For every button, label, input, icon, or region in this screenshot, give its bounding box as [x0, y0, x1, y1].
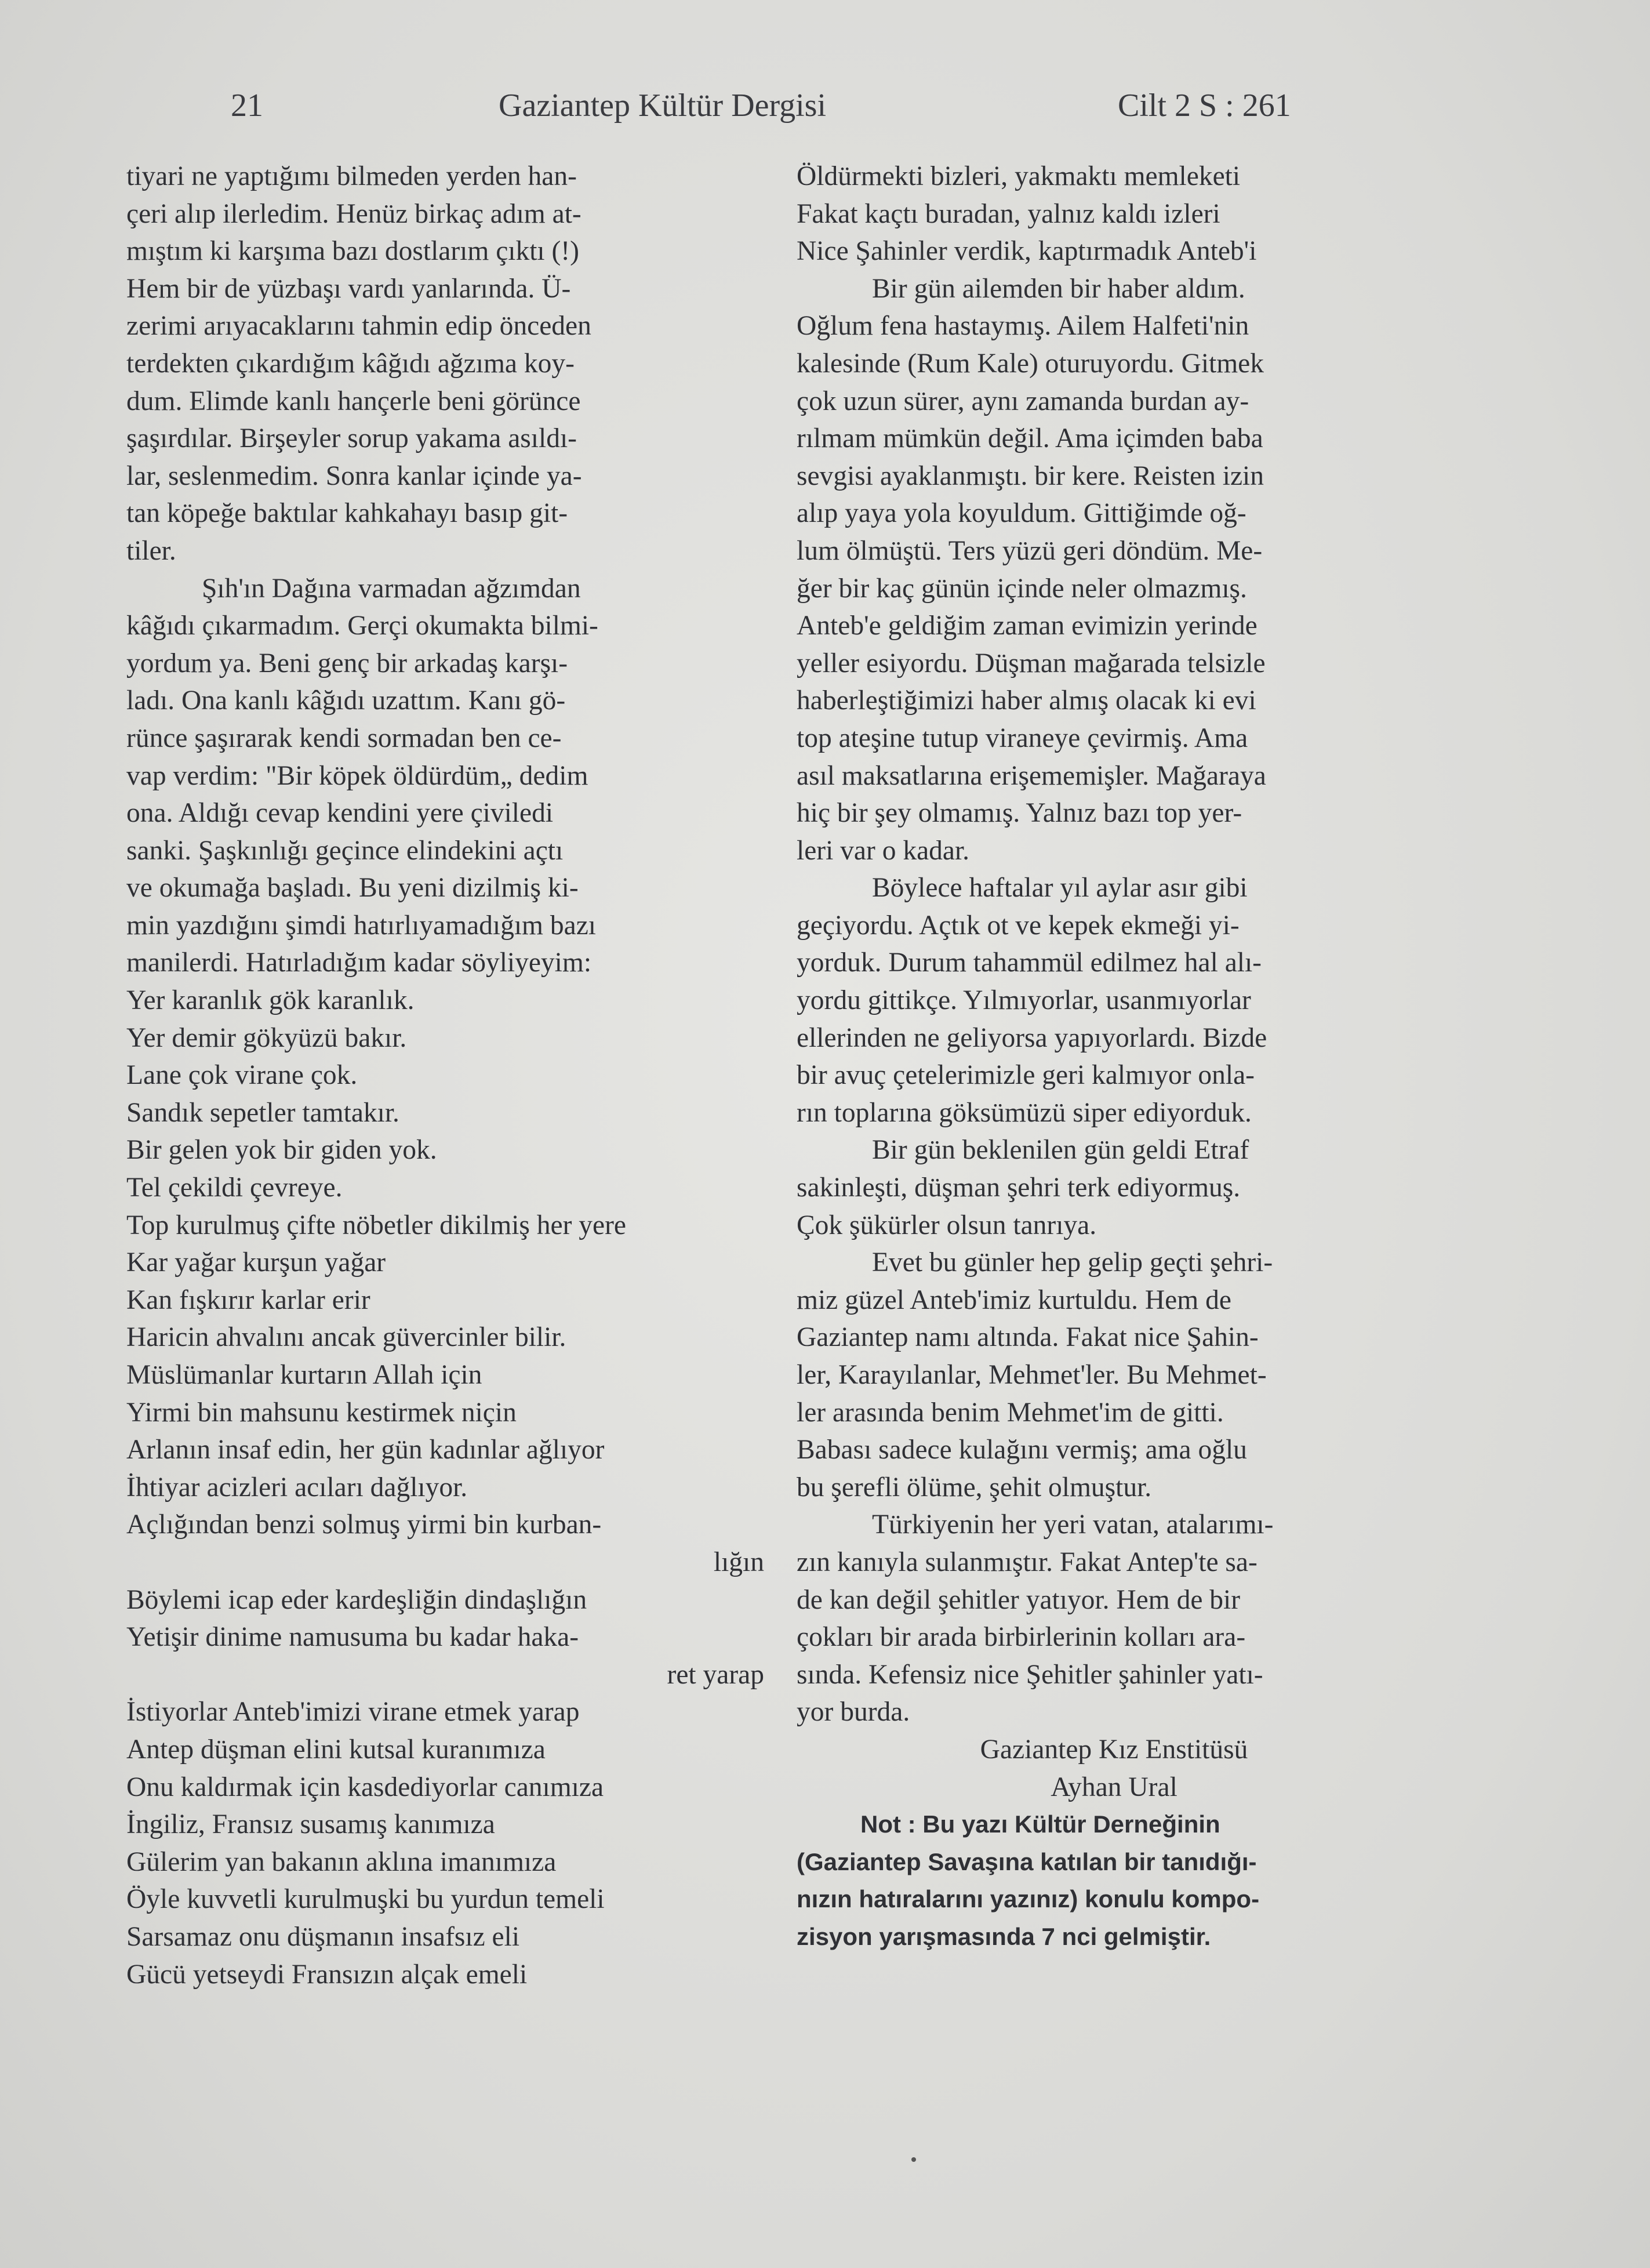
text-line: geçiyordu. Açtık ot ve kepek ekmeği yi- [797, 910, 1240, 941]
poem-line: Kar yağar kurşun yağar [126, 1247, 386, 1278]
text-line: kalesinde (Rum Kale) oturuyordu. Gitmek [797, 348, 1264, 379]
text-line: ler arasında benim Mehmet'im de gitti. [797, 1397, 1224, 1428]
poem-line-continuation: lığın [713, 1547, 764, 1577]
text-line: Evet bu günler hep gelip geçti şehri- [872, 1247, 1273, 1278]
text-line: min yazdığını şimdi hatırlıyamadığım bazı [126, 910, 596, 941]
print-speck [911, 2157, 916, 2162]
poem-line: Onu kaldırmak için kasdediyorlar canımıza [126, 1772, 604, 1802]
text-line: Böylece haftalar yıl aylar asır gibi [872, 873, 1248, 903]
text-line: Şıh'ın Dağına varmadan ağzımdan [202, 573, 581, 604]
text-line: dum. Elimde kanlı hançerle beni görünce [126, 386, 581, 416]
text-line: de kan değil şehitler yatıyor. Hem de bir [797, 1584, 1241, 1615]
text-line: yordum ya. Beni genç bir arkadaş karşı- [126, 648, 568, 678]
poem-line: Tel çekildi çevreye. [126, 1173, 343, 1203]
text-line: ellerinden ne geliyorsa yapıyorlardı. Bizde [797, 1022, 1267, 1053]
text-line: çokları bir arada birbirlerinin kolları ara- [797, 1622, 1246, 1653]
poem-line: Gülerim yan bakanın aklına imanımıza [126, 1846, 557, 1877]
text-line: Türkiyenin her yeri vatan, atalarımı- [872, 1509, 1274, 1540]
text-line: sevgisi ayaklanmıştı. bir kere. Reisten izin [797, 460, 1264, 491]
text-line: yor burda. [797, 1697, 910, 1728]
note-line: zisyon yarışmasında 7 nci gelmiştir. [797, 1922, 1211, 1950]
text-line: rın toplarına göksümüzü siper ediyorduk. [797, 1097, 1252, 1128]
text-line: kâğıdı çıkarmadım. Gerçi okumakta bilmi- [126, 611, 598, 641]
poem-line: Yer demir gökyüzü bakır. [126, 1022, 407, 1053]
text-line: haberleştiğimizi haber almış olacak ki evi [797, 685, 1256, 716]
text-line: Hem bir de yüzbaşı vardı yanlarında. Ü- [126, 273, 571, 304]
poem-line: Antep düşman elini kutsal kuranımıza [126, 1734, 546, 1765]
poem-line-continuation: ret yarap [667, 1659, 764, 1690]
text-line: mıştım ki karşıma bazı dostlarım çıktı (!) [126, 236, 579, 267]
text-line: ona. Aldığı cevap kendini yere çiviledi [126, 798, 554, 829]
text-line: çok uzun sürer, aynı zamanda burdan ay- [797, 386, 1249, 416]
poem-line: Öyle kuvvetli kurulmuşki bu yurdun temeli [126, 1884, 605, 1915]
journal-title: Gaziantep Kültür Dergisi [499, 88, 827, 124]
note-line: Not : Bu yazı Kültür Derneğinin [860, 1810, 1220, 1838]
poem-line: İstiyorlar Anteb'imizi virane etmek yarap [126, 1697, 580, 1728]
text-line: miz güzel Anteb'imiz kurtuldu. Hem de [797, 1284, 1231, 1315]
left-column [126, 158, 764, 1993]
text-line: ğer bir kaç günün içinde neler olmazmış. [797, 573, 1247, 604]
text-line: sanki. Şaşkınlığı geçince elindekini açtı [126, 835, 564, 866]
text-line: tiler. [126, 535, 176, 566]
poem-line: Yetişir dinime namusuma bu kadar haka- [126, 1622, 579, 1653]
text-line: yeller esiyordu. Düşman mağarada telsizle [797, 648, 1266, 678]
text-line: vap verdim: "Bir köpek öldürdüm„ dedim [126, 760, 588, 791]
poem-line: Nice Şahinler verdik, kaptırmadık Anteb'i [797, 236, 1257, 267]
text-line: Gaziantep namı altında. Fakat nice Şahin- [797, 1322, 1259, 1353]
text-line: Bir gün ailemden bir haber aldım. [872, 273, 1245, 304]
signature-author: Ayhan Ural [1051, 1772, 1177, 1802]
text-line: çeri alıp ilerledim. Henüz birkaç adım at- [126, 198, 582, 229]
text-line: zerimi arıyacaklarını tahmin edip önceden [126, 311, 591, 342]
text-line: bu şerefli ölüme, şehit olmuştur. [797, 1472, 1152, 1503]
poem-line: Top kurulmuş çifte nöbetler dikilmiş her yere [126, 1210, 627, 1240]
text-line: top ateşine tutup viraneye çevirmiş. Ama [797, 723, 1248, 753]
poem-line: Haricin ahvalını ancak güvercinler bilir. [126, 1322, 566, 1353]
text-line: şaşırdılar. Birşeyler sorup yakama asıldı- [126, 423, 577, 454]
poem-line: Bir gelen yok bir giden yok. [126, 1135, 437, 1166]
poem-line: Arlanın insaf edin, her gün kadınlar ağlıyor [126, 1435, 605, 1465]
text-line: ladı. Ona kanlı kâğıdı uzattım. Kanı gö- [126, 685, 566, 716]
poem-line: Lane çok virane çok. [126, 1060, 358, 1091]
text-line: lum ölmüştü. Ters yüzü geri döndüm. Me- [797, 535, 1263, 566]
text-line: terdekten çıkardığım kâğıdı ağzıma koy- [126, 348, 575, 379]
text-line: Babası sadece kulağını vermiş; ama oğlu [797, 1435, 1247, 1465]
text-line: sakinleşti, düşman şehri terk ediyormuş. [797, 1173, 1241, 1203]
text-line: manilerdi. Hatırladığım kadar söyliyeyim: [126, 948, 592, 978]
text-line: sında. Kefensiz nice Şehitler şahinler yatı- [797, 1659, 1263, 1690]
poem-line: Yirmi bin mahsunu kestirmek niçin [126, 1397, 517, 1428]
text-line: asıl maksatlarına erişememişler. Mağaraya [797, 760, 1266, 791]
page-header [0, 87, 1650, 133]
text-line: ler, Karayılanlar, Mehmet'ler. Bu Mehmet- [797, 1360, 1267, 1390]
text-line: alıp yaya yola koyuldum. Gittiğimde oğ- [797, 498, 1246, 529]
poem-line: Sandık sepetler tamtakır. [126, 1097, 399, 1128]
signature-institution: Gaziantep Kız Enstitüsü [980, 1734, 1248, 1765]
text-line: rünce şaşırarak kendi sormadan ben ce- [126, 723, 562, 753]
poem-line: İhtiyar acizleri acıları dağlıyor. [126, 1472, 468, 1503]
text-line: tan köpeğe baktılar kahkahayı basıp git- [126, 498, 568, 529]
note-line: (Gaziantep Savaşına katılan bir tanıdığı- [797, 1848, 1257, 1875]
text-line: hiç bir şey olmamış. Yalnız bazı top yer- [797, 798, 1242, 829]
text-line: lar, seslenmedim. Sonra kanlar içinde ya- [126, 460, 582, 491]
page-number: 21 [231, 88, 263, 124]
text-line: zın kanıyla sulanmıştır. Fakat Antep'te sa- [797, 1547, 1258, 1577]
text-line: bir avuç çetelerimizle geri kalmıyor onla- [797, 1060, 1255, 1091]
poem-line: İngiliz, Fransız susamış kanımıza [126, 1809, 495, 1840]
text-line: Anteb'e geldiğim zaman evimizin yerinde [797, 611, 1258, 641]
text-line: ve okumağa başladı. Bu yeni dizilmiş ki- [126, 873, 579, 903]
poem-line: Yer karanlık gök karanlık. [126, 985, 415, 1016]
poem-line: Böylemi icap eder kardeşliğin dindaşlığın [126, 1584, 587, 1615]
poem-line: Fakat kaçtı buradan, yalnız kaldı izleri [797, 198, 1220, 229]
poem-line: Açlığından benzi solmuş yirmi bin kurban- [126, 1509, 602, 1540]
text-line: yordu gittikçe. Yılmıyorlar, usanmıyorlar [797, 985, 1251, 1016]
poem-line: Müslümanlar kurtarın Allah için [126, 1360, 482, 1390]
text-line: tiyari ne yaptığımı bilmeden yerden han- [126, 161, 577, 191]
poem-line: Sarsamaz onu düşmanın insafsız eli [126, 1921, 520, 1952]
text-line: rılmam mümkün değil. Ama içimden baba [797, 423, 1263, 454]
text-line: yorduk. Durum tahammül edilmez hal alı- [797, 948, 1262, 978]
text-line: Bir gün beklenilen gün geldi Etraf [872, 1135, 1249, 1166]
volume-issue: Cilt 2 S : 261 [1118, 88, 1291, 124]
text-line: Çok şükürler olsun tanrıya. [797, 1210, 1097, 1240]
poem-line: Kan fışkırır karlar erir [126, 1284, 370, 1315]
text-line: leri var o kadar. [797, 835, 970, 866]
poem-line: Öldürmekti bizleri, yakmaktı memleketi [797, 161, 1241, 191]
poem-line: Gücü yetseydi Fransızın alçak emeli [126, 1959, 528, 1990]
note-line: nızın hatıralarını yazınız) konulu kompo- [797, 1885, 1260, 1913]
right-column [797, 158, 1431, 1956]
text-line: Oğlum fena hastaymış. Ailem Halfeti'nin [797, 311, 1249, 342]
